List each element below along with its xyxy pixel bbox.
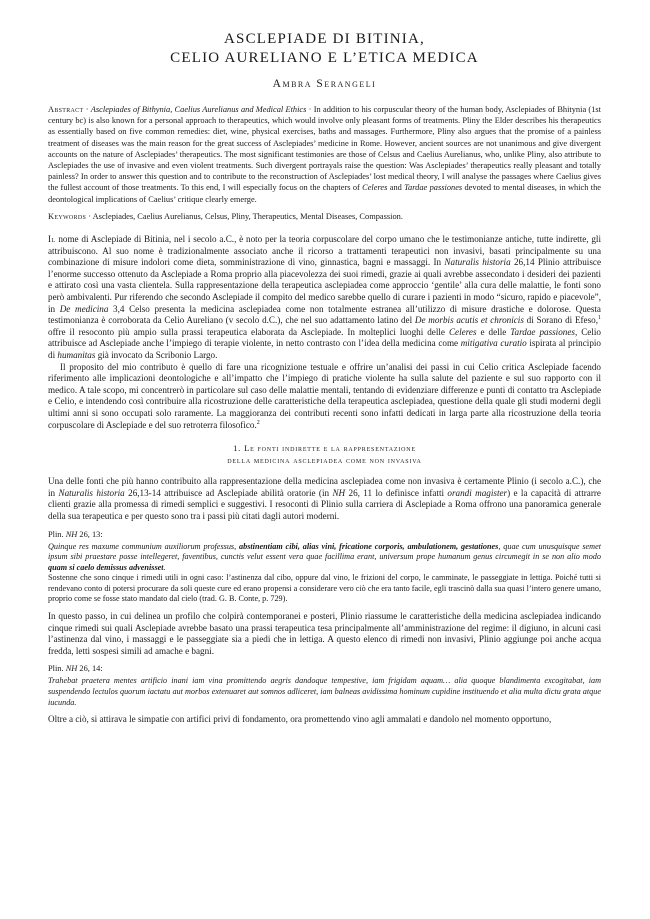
paper-title	[48, 30, 601, 68]
keywords-text: · Asclepiades, Caelius Aurelianus, Celsus, Pliny, Therapeutics, Mental Diseases, Compassion.	[86, 211, 403, 221]
title-line-1: ASCLEPIADE DI BITINIA,	[224, 31, 425, 47]
abstract	[48, 104, 601, 205]
citation-label-1	[48, 529, 601, 540]
p1-italic: De medicina	[59, 303, 109, 314]
abstract-text-end: devoted to mental diseases, in which the deontological implications of Caelius’ critique clearly emerge.	[48, 183, 602, 204]
footnote-ref-1[interactable]: 1	[598, 315, 602, 322]
p1-italic: Tardae passiones	[510, 326, 575, 337]
paragraph-3	[48, 476, 601, 522]
p1-italic: De morbis acutis et chronicis	[414, 315, 524, 326]
quote1-bold: quam si caelo demissus advenisset	[48, 562, 164, 572]
translation-1: Sostenne che sono cinque i rimedi utili in ogni caso: l’astinenza dal cibo, oppure dal vino, le frizioni del corpo, le camminate, le passeggiate in lettiga. Poiché tutti si rendevano conto di potersi procurare da soli queste cure ed erano propensi a considerare vero ciò che era tanto facile, egli trascinò dalla sua quasi l’intero genere umano, proprio come se fosse stato mandato dal cielo (trad. G. B. Conte, p. 729).	[48, 573, 601, 604]
keywords-label: Keywords	[48, 211, 87, 221]
paragraph-5: Oltre a ciò, si attirava le simpatie con artifici privi di fondamento, ora promettendo vino agli ammalati e dandolo nel momento opportuno,	[48, 714, 552, 725]
abstract-text: · In addition to his corpuscular theory of the human body, Asclepiades of Bhitynia (1st century bc) is also known for a personal approach to therapeutics, which would involve only pleasant forms of treatments. Pliny the Elder describes his therapeutics as essentially based on five common remedies: diet, wine, physical exercises, baths and massages. Furthermore, Pliny also argues that the promise of a painless treatment of diseases was the main reason for the great success of Asclepiades’ medicine in Rome. However, ancient sources are not unanimous and give divergent accounts on the nature of Asclepiades’ therapeutics. The most significant testimonies are those of Celsus and Caelius Aurelianus, who, unlike Pliny, also attribute to Asclepiades the use of invasive and even violent treatments. Such divergent portrayals raise the question: Was Asclepiades’ therapeutics really pleasant and totally painless? In order to answer this question and to contribute to the reconstruction of Asclepiades’ lost medical theory, I will analyse the passages where Caelius gives the fullest account of those treatments. To this end, I will especially focus on the chapters of	[48, 105, 601, 193]
p1-text: di Sorano di Efeso,	[523, 315, 599, 326]
latin-quote-1	[48, 542, 601, 574]
abstract-tardae: Tardae passiones	[404, 183, 463, 193]
cite2-text: 26, 14:	[77, 664, 103, 674]
p1-text: offre il resoconto più ampio sulla prassi terapeutica elaborata da Asclepiade. In molteplici luoghi delle	[48, 326, 449, 337]
abstract-label: Abstract	[48, 105, 84, 114]
paragraph-2	[48, 362, 601, 432]
p2-text: Il proposito del mio contributo è quello di fare una ricognizione testuale e offrire un’analisi dei passi in cui Celio critica Asclepiade facendo riferimento alle implicazioni deontologiche e all’impatto che l’impiego di pratiche violente ha sulla salute del paziente e sul suo rapporto con il medico. A tale scopo, mi concentrerò in particolare sul caso delle malattie mentali, tentando di evidenziare differenze e punti di contatto tra Asclepiade e Celio, e intendendo così contribuire alla ricostruzione delle caratteristiche della terapeutica asclepiadea, questione della quale gli studi moderni degli ultimi anni si sono occupati solo raramente. La maggioranza dei contributi recenti sono infatti dedicati in larga parte alla ricostruzione della teoria corpuscolare di Asclepiade e del suo retroterra filosofico.	[48, 361, 601, 430]
p1-italic: humanitas	[57, 349, 96, 360]
cite1-text: Plin.	[48, 529, 66, 539]
abstract-and: and	[387, 183, 405, 193]
footnote-ref-2[interactable]: 2	[256, 419, 260, 426]
p1-text: nome di Asclepiade di Bitinia, nel i secolo a.C., è noto per la teoria corpuscolare del corpo umano che le testimonianze antiche, tutte indirette, gli attribuiscono. Al suo nome è tradizionalmente associato anche il ricorso a trattamenti terapeutici non invasivi, basati principalmente su una combinazione di misure indolori come dieta, somministrazione di vino, ginnastica, bagni e massaggi. In	[48, 234, 601, 268]
citation-label-2	[48, 663, 601, 674]
p1-text: , Celio attribuisce ad Asclepiade anche l’impiego di terapie violente, in netto contrasto con l’idea della medicina come	[48, 326, 601, 349]
paper-page	[48, 22, 601, 726]
p1-italic: mitigativa curatio	[460, 338, 527, 349]
keywords	[48, 211, 601, 222]
abstract-separator: ·	[83, 105, 91, 114]
quote1-bold: abstinentiam cibi, alias vini, fricatione corporis, ambulationem, gestationes	[239, 541, 499, 551]
cite2-text: Plin.	[48, 664, 66, 674]
p3-text: 26,13-14 attribuisce ad Asclepiade abilità oratorie (in	[124, 487, 333, 498]
abstract-celeres: Celeres	[362, 183, 388, 193]
paragraph-4: In questo passo, in cui delinea un profilo che colpirà contemporanei e posteri, Plinio riassume le caratteristiche della medicina asclepiadea indicando cinque rimedi sui quali Asclepiade avrebbe basato una prassi terapeutica tesa principalmente all’amministrazione del regime: il digiuno, in alcuni casi l’astinenza dal vino, i massaggi e le passeggiate sia a piedi che in lettiga. A questo elenco di rimedi non invasivi, Plinio aggiunge poi anche acqua fredda, letti sospesi simili ad amache e bagni.	[48, 611, 601, 656]
p1-text: già invocato da Scribonio Largo.	[95, 349, 218, 360]
p3-italic: NH	[332, 487, 346, 498]
section-heading-line-2: della medicina asclepiadea come non invasiva	[227, 454, 422, 465]
p1-text: ispirata al principio di	[48, 338, 601, 360]
cite1-text: 26, 13:	[77, 529, 103, 539]
initial-word: Il	[48, 234, 56, 245]
abstract-english-title: Asclepiades of Bithynia, Caelius Aurelianus and Medical Ethics	[90, 105, 307, 114]
p1-text: 3,4 Celso presenta la medicina asclepiadea come non totalmente estranea all’utilizzo di misure drastiche e dolorose. Questa testimonianza è corroborata da Celio Aureliano (v secolo d.C.), che nel suo adattamento latino del	[48, 303, 601, 326]
p1-italic: Celeres	[448, 326, 477, 337]
cite2-italic: NH	[65, 664, 78, 674]
p1-italic: Naturalis historia	[444, 257, 511, 268]
p3-italic: orandi magister	[447, 487, 508, 498]
p1-text: e delle	[476, 326, 511, 337]
section-heading-1	[48, 443, 601, 466]
p1-text: 26,14 Plinio attribuisce l’enorme successo ottenuto da Asclepiade a Roma proprio alla piacevolezza dei suoi rimedi, grazie ai quali avrebbe assecondato i desideri dei pazienti e attirato così una vasta clientela. Sulla rappresentazione della terapeutica asclepiadea come approccio ‘gentile’ alla cura delle malattie, le fonti sono però ambivalenti. Pur riferendo che secondo Asclepiade il compito del medico sarebbe quello di curare i pazienti in modo “sicuro, rapido e piacevole”, in	[48, 257, 601, 314]
quote1-text: Quinque res maxume communium auxiliorum professus,	[48, 541, 240, 551]
latin-quote-2: Trahebat praetera mentes artificio inani iam vina promittendo aegris dandoque tempestive, iam frigidam aquam… alia quoque blandimenta excogitabat, iam suspendendo lectulos quorum iactatu aut morbos extenuaret aut somnos adliceret, iam balneas avidissima hominum cupidine instituendo et alia multa dictu grata atque iucunda.	[48, 676, 601, 707]
title-line-2: CELIO AURELIANO E L’ETICA MEDICA	[170, 50, 479, 66]
section-heading-line-1: 1. Le fonti indirette e la rappresentazione	[233, 443, 416, 454]
quote1-text: .	[163, 562, 166, 572]
paragraph-1	[48, 234, 601, 362]
author-name: Ambra Serangeli	[272, 78, 377, 90]
p3-text: Una delle fonti che più hanno contribuito alla rappresentazione della medicina asclepiadea come non invasiva è certamente Plinio (i secolo a.C.), che in	[48, 476, 601, 498]
p3-text: 26, 11 lo definisce infatti	[345, 487, 448, 498]
cite1-italic: NH	[65, 529, 78, 539]
quote1-text: , quae cum unusquisque semet ipsum sibi praestare posse intellegeret, faventibus, cunctis velut essent vera quae facillima erant, universum prope humanum genus circumegit in se non alio modo	[48, 541, 602, 562]
p3-italic: Naturalis historia	[58, 487, 125, 498]
p3-text: ) e la capacità di attrarre clienti grazie alla promessa di rimedi semplici e suggestivi. I resoconti di Plinio sulla carriera di Asclepiade a Roma offrono una panoramica generale della sua terapeutica e per questo sono tra i passi più citati dagli autori moderni.	[48, 487, 601, 521]
